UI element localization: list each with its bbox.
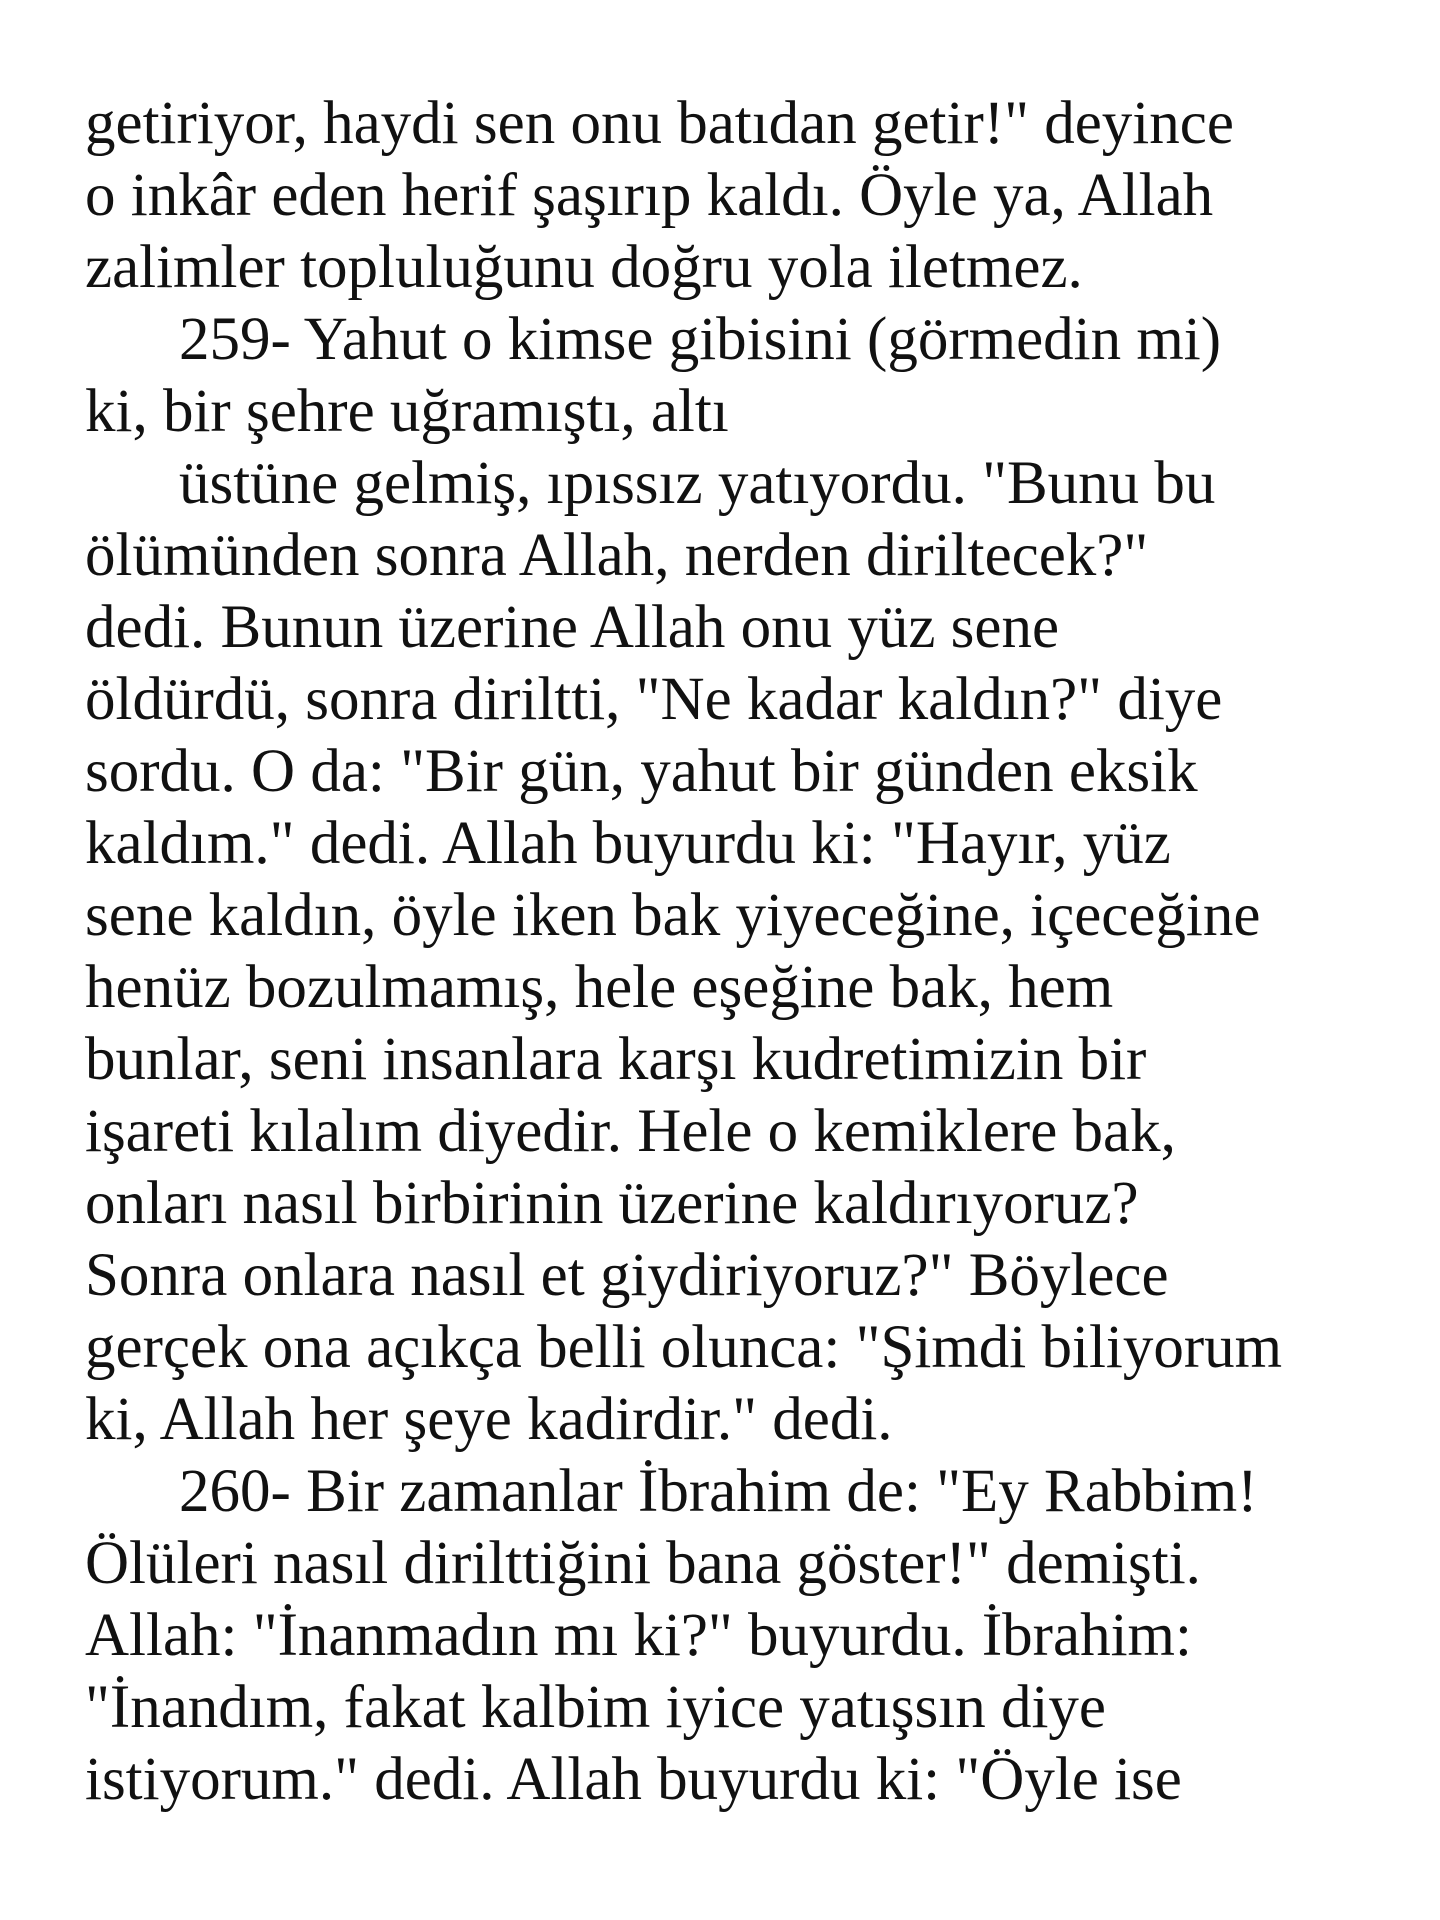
text-line: zalimler topluluğunu doğru yola iletmez. bbox=[85, 234, 1083, 301]
text-line: gerçek ona açıkça belli olunca: "Şimdi biliyorum bbox=[85, 1314, 1283, 1381]
text-line: onları nasıl birbirinin üzerine kaldırıyoruz? bbox=[85, 1170, 1139, 1237]
text-line: getiriyor, haydi sen onu batıdan getir!" deyince bbox=[85, 90, 1234, 157]
verse-260-start: 260- Bir zamanlar İbrahim de: "Ey Rabbim! bbox=[179, 1458, 1258, 1525]
text-line: Allah: "İnanmadın mı ki?" buyurdu. İbrahim: bbox=[85, 1602, 1192, 1669]
text-line: kaldım." dedi. Allah buyurdu ki: "Hayır, yüz bbox=[85, 810, 1171, 877]
text-line: henüz bozulmamış, hele eşeğine bak, hem bbox=[85, 954, 1114, 1021]
text-line: istiyorum." dedi. Allah buyurdu ki: "Öyle ise bbox=[85, 1746, 1182, 1813]
text-line: sene kaldın, öyle iken bak yiyeceğine, içeceğine bbox=[85, 882, 1261, 949]
verse-259-start: 259- Yahut o kimse gibisini (görmedin mi) bbox=[179, 306, 1222, 373]
document-page bbox=[85, 88, 1405, 1816]
text-line: Sonra onlara nasıl et giydiriyoruz?" Böylece bbox=[85, 1242, 1169, 1309]
text-line: sordu. O da: "Bir gün, yahut bir günden eksik bbox=[85, 738, 1198, 805]
text-line: ölümünden sonra Allah, nerden diriltecek?" bbox=[85, 522, 1149, 589]
text-line: "İnandım, fakat kalbim iyice yatışsın diye bbox=[85, 1674, 1106, 1741]
text-line: ki, bir şehre uğramıştı, altı bbox=[85, 378, 729, 445]
text-line: bunlar, seni insanlara karşı kudretimizin bir bbox=[85, 1026, 1147, 1093]
text-line: o inkâr eden herif şaşırıp kaldı. Öyle ya, Allah bbox=[85, 162, 1214, 229]
text-line-indented: üstüne gelmiş, ıpıssız yatıyordu. "Bunu bu bbox=[179, 450, 1216, 517]
text-line: işareti kılalım diyedir. Hele o kemiklere bak, bbox=[85, 1098, 1176, 1165]
text-line: dedi. Bunun üzerine Allah onu yüz sene bbox=[85, 594, 1060, 661]
text-line: ki, Allah her şeye kadirdir." dedi. bbox=[85, 1386, 893, 1453]
text-line: Ölüleri nasıl dirilttiğini bana göster!" demişti. bbox=[85, 1530, 1201, 1597]
text-line: öldürdü, sonra diriltti, "Ne kadar kaldın?" diye bbox=[85, 666, 1223, 733]
